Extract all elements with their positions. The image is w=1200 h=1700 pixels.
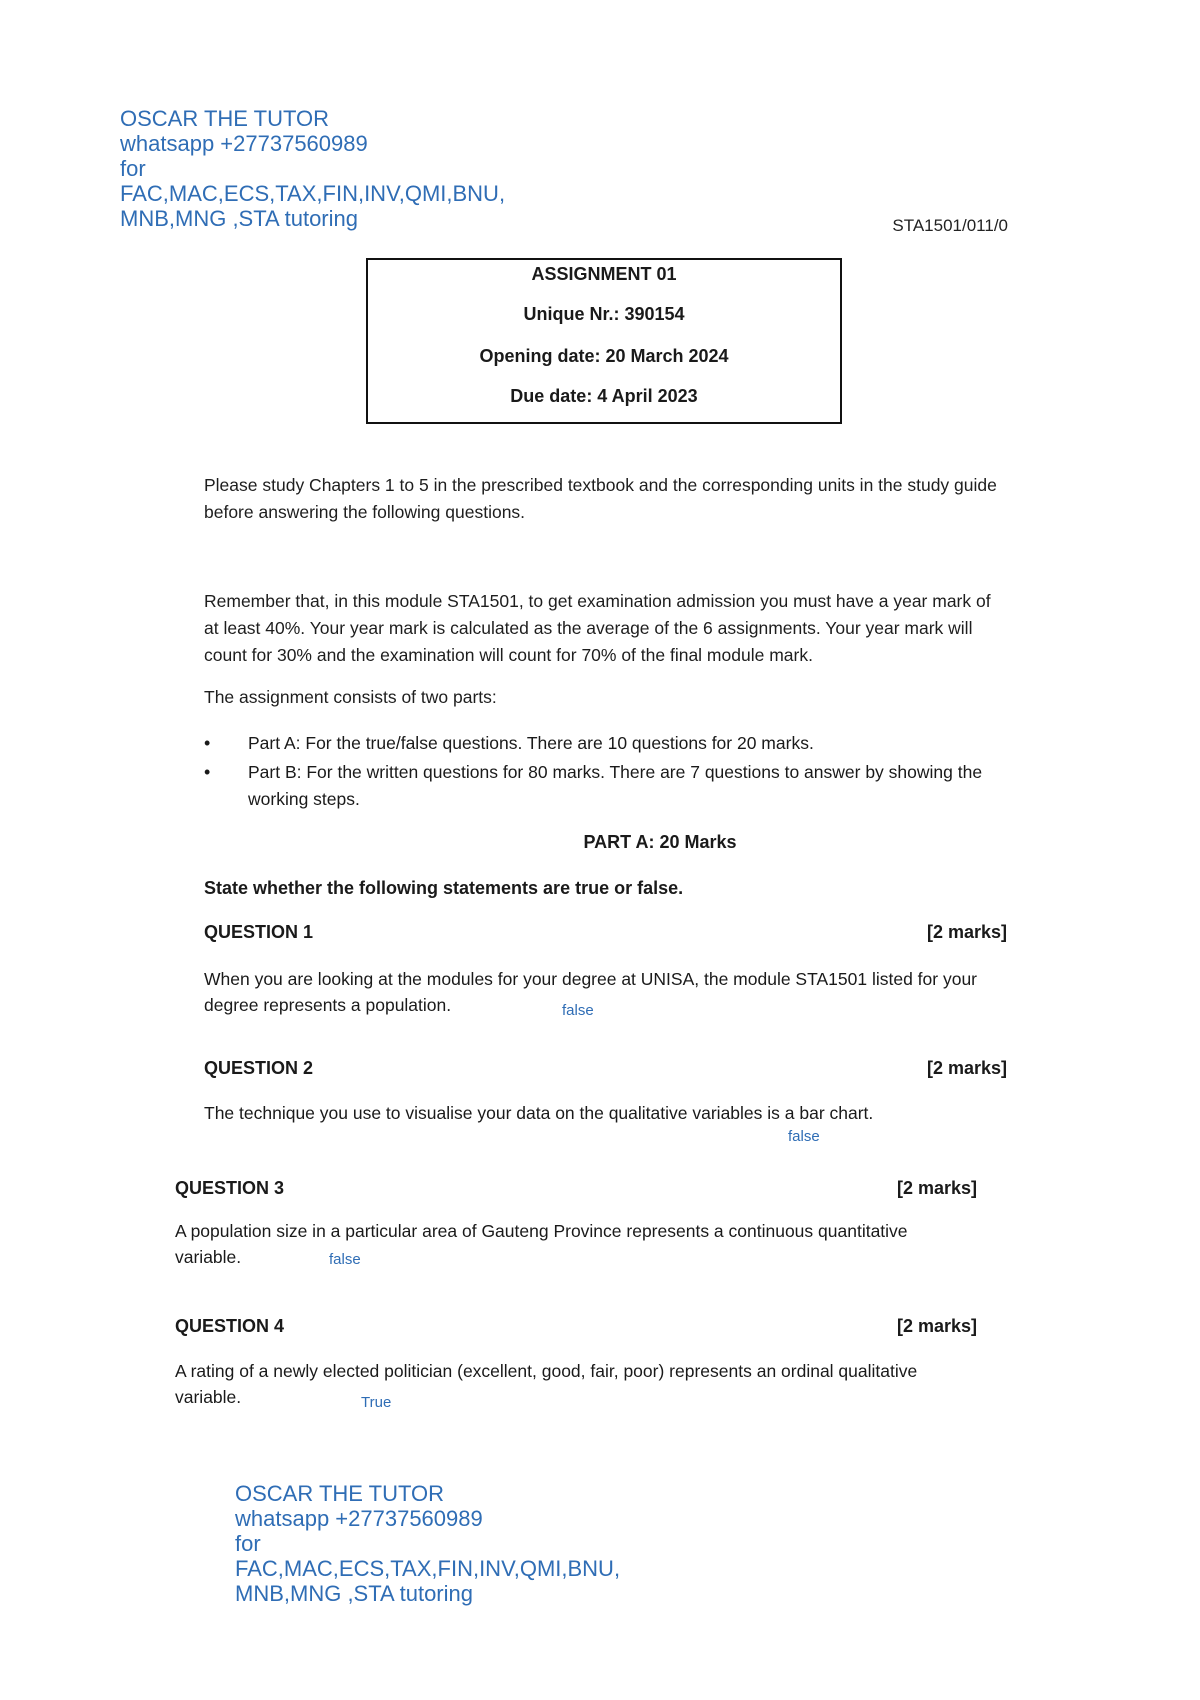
true-false-instruction: State whether the following statements are true or false.	[204, 878, 684, 898]
opening-date: Opening date: 20 March 2024	[479, 346, 729, 366]
parts-list	[204, 730, 984, 815]
part-a-heading-text: PART A: 20 Marks	[583, 832, 737, 852]
question-3-title: QUESTION 3	[175, 1178, 285, 1198]
watermark-for: for	[235, 1531, 261, 1556]
watermark-name: OSCAR THE TUTOR	[235, 1481, 445, 1506]
unique-number: Unique Nr.: 390154	[523, 304, 685, 324]
question-2-answer: false	[788, 1128, 820, 1145]
question-2-title: QUESTION 2	[204, 1058, 314, 1078]
assignment-title: ASSIGNMENT 01	[531, 264, 677, 284]
tutor-watermark-bottom	[235, 1481, 620, 1606]
watermark-tutoring: MNB,MNG ,STA tutoring	[120, 206, 358, 231]
question-2-text: The technique you use to visualise your data on the qualitative variables is a bar chart.	[204, 1103, 874, 1123]
part-b-description: Part B: For the written questions for 80 marks. There are 7 questions to answer by showing the working steps.	[248, 762, 983, 809]
question-1-answer: false	[562, 1002, 594, 1019]
question-3-marks: [2 marks]	[896, 1178, 977, 1198]
bullet-icon: •	[204, 762, 211, 782]
question-3-text: A population size in a particular area of Gauteng Province represents a continuous quantitative variable.	[175, 1221, 908, 1267]
tutor-watermark-top	[120, 106, 505, 231]
question-4-title: QUESTION 4	[175, 1316, 285, 1336]
question-3-answer: false	[329, 1251, 361, 1268]
question-1-text: When you are looking at the modules for your degree at UNISA, the module STA1501 listed for your degree represents a population.	[204, 969, 978, 1015]
watermark-whatsapp: whatsapp +27737560989	[235, 1506, 483, 1531]
question-1-marks: [2 marks]	[926, 922, 1007, 942]
watermark-modules: FAC,MAC,ECS,TAX,FIN,INV,QMI,BNU,	[235, 1556, 621, 1581]
question-2-marks: [2 marks]	[926, 1058, 1007, 1078]
watermark-for: for	[120, 156, 146, 181]
document-code: STA1501/011/0	[892, 216, 1008, 235]
assignment-info-box	[366, 258, 842, 424]
question-4-answer: True	[361, 1394, 392, 1411]
assignment-parts-intro: The assignment consists of two parts:	[204, 687, 497, 707]
watermark-name: OSCAR THE TUTOR	[120, 106, 330, 131]
part-a-heading	[0, 832, 1200, 853]
watermark-modules: FAC,MAC,ECS,TAX,FIN,INV,QMI,BNU,	[120, 181, 506, 206]
list-item	[204, 759, 984, 813]
question-1-title: QUESTION 1	[204, 922, 314, 942]
bullet-icon: •	[204, 733, 211, 753]
year-mark-note: Remember that, in this module STA1501, to get examination admission you must have a year mark of at least 40%. Your year mark is calculated as the average of the 6 assignments. Your year mark will count for 30% and the examination will count for 70% of the final module mark.	[204, 591, 991, 665]
watermark-whatsapp: whatsapp +27737560989	[120, 131, 368, 156]
part-a-description: Part A: For the true/false questions. There are 10 questions for 20 marks.	[248, 733, 814, 753]
study-instructions: Please study Chapters 1 to 5 in the prescribed textbook and the corresponding units in the study guide before answering the following questions.	[204, 475, 997, 522]
watermark-tutoring: MNB,MNG ,STA tutoring	[235, 1581, 473, 1606]
question-4-marks: [2 marks]	[896, 1316, 977, 1336]
list-item	[204, 730, 984, 757]
question-4-text: A rating of a newly elected politician (excellent, good, fair, poor) represents an ordinal qualitative variable.	[175, 1361, 918, 1407]
due-date: Due date: 4 April 2023	[510, 386, 698, 406]
